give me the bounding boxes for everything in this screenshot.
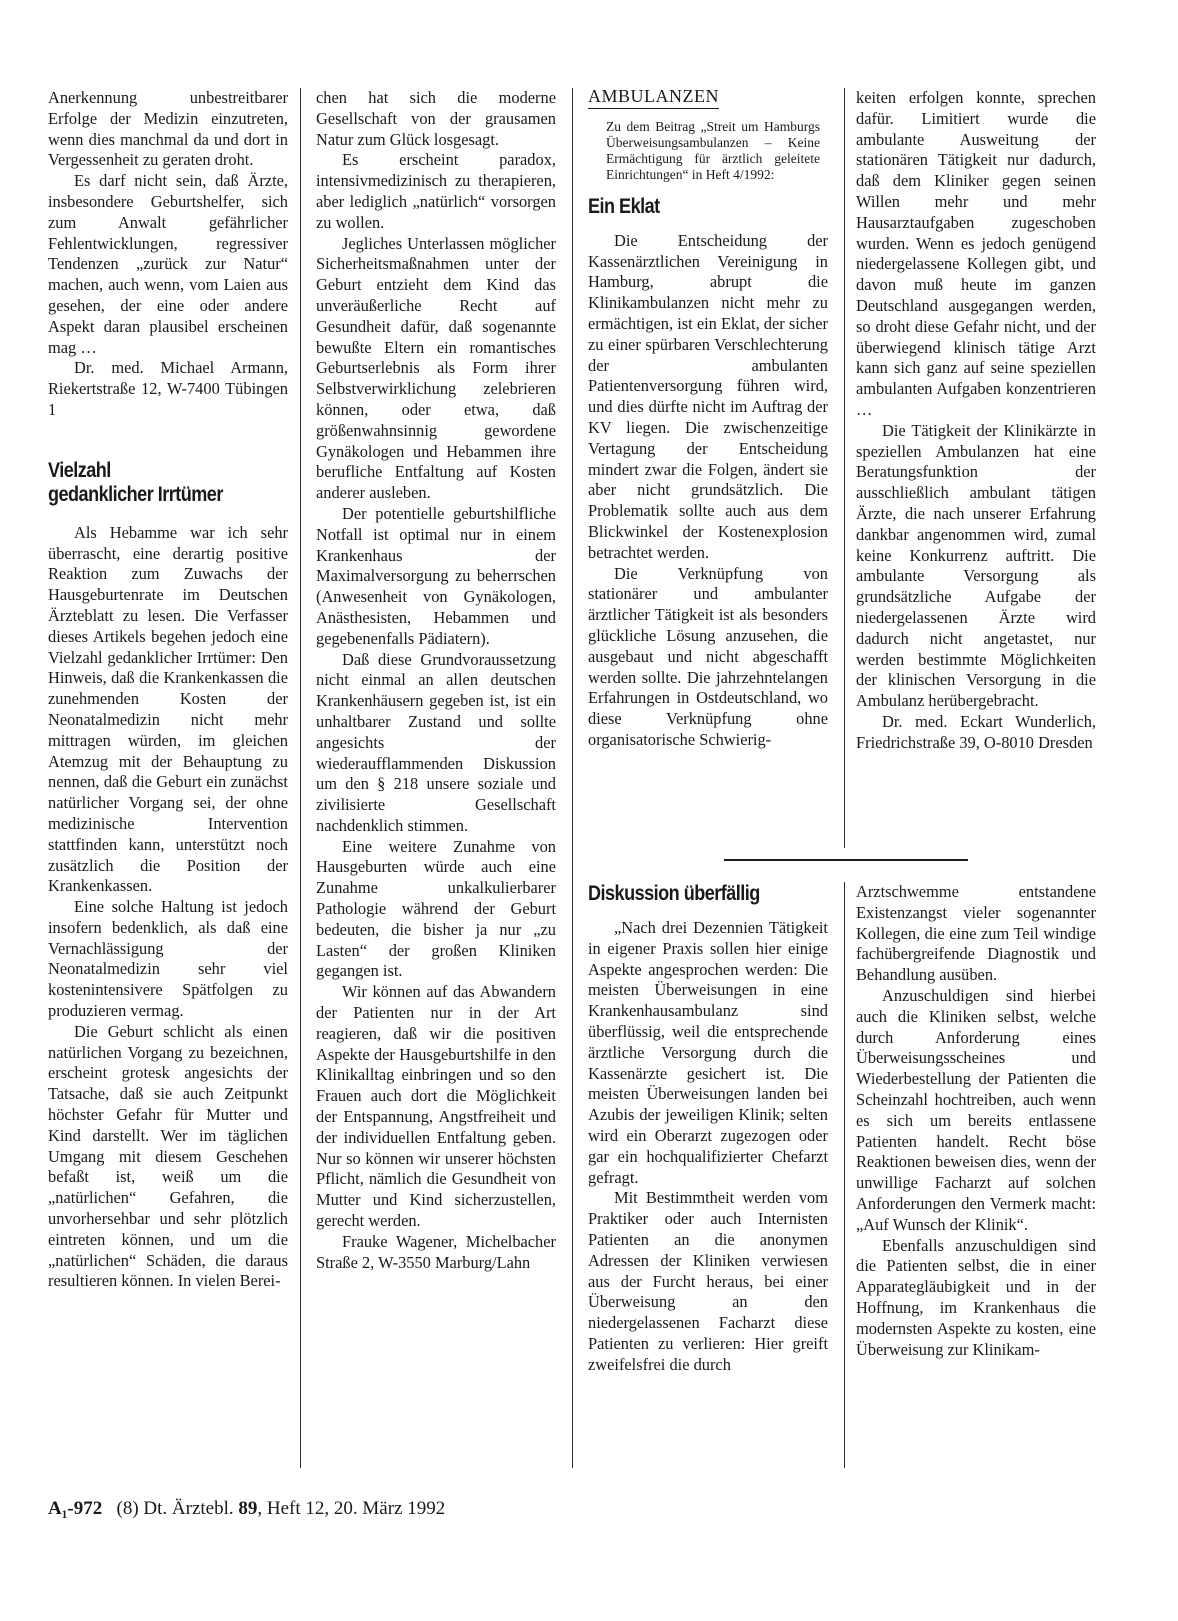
page-footer bbox=[48, 1498, 445, 1520]
paragraph: chen hat sich die moderne Gesellschaft von der grausamen Natur zum Glück losgesagt. bbox=[316, 88, 556, 149]
article-reference: Zu dem Beitrag „Streit um Hamburgs Überweisungsambulanzen – Keine Ermächtigung für ärztlich geleitete Einrichtungen“ in Heft 4/1992: bbox=[606, 118, 820, 182]
paragraph: Mit Bestimmtheit werden vom Praktiker oder auch Internisten Patienten an die anonymen Adressen der Kliniken verwiesen aus der Furcht heraus, bei einer Überweisung an den niedergelassenen Facharzt diese Patienten zu verlieren: Hier greift zweifelsfrei die durch bbox=[588, 1188, 828, 1374]
letter-signature: Dr. med. Michael Armann, Riekertstraße 12, W-7400 Tübingen 1 bbox=[48, 358, 288, 419]
paragraph: Eine weitere Zunahme von Hausgeburten würde auch eine Zunahme unkalkulierbarer Pathologie während der Geburt bedeuten, die bisher ja nur „zu Lasten“ der großen Kliniken gegangen ist. bbox=[316, 836, 556, 981]
letter-signature: Frauke Wagener, Michelbacher Straße 2, W-3550 Marburg/Lahn bbox=[316, 1231, 556, 1272]
paragraph: Ebenfalls anzuschuldigen sind die Patienten selbst, die in einer Apparategläubigkeit und in der Hoffnung, im Krankenhaus die modernsten Aspekte zu kosten, eine Überweisung zur Klinikam- bbox=[856, 1235, 1096, 1359]
column-divider bbox=[300, 88, 301, 1468]
page-number: A₁-972 bbox=[48, 1498, 103, 1519]
journal-volume: 89 bbox=[238, 1498, 258, 1519]
paragraph: Der potentielle geburtshilfliche Notfall ist optimal nur in einem Krankenhaus der Maximalversorgung zu beherrschen (Anwesenheit von Gynäkologen, Anästhesisten, Hebammen und gegebenenfalls Pädiatern). bbox=[316, 503, 556, 648]
article-heading: Diskussion überfällig bbox=[588, 882, 760, 905]
paragraph: Die Entscheidung der Kassenärztlichen Vereinigung in Hamburg, abrupt die Klinikambulanzen nicht mehr zu ermächtigen, ist ein Eklat, der sicher zu einer spürbaren Verschlechterung der ambulanten Patientenversorgung führen wird, und dies dürfte nicht im Auftrag der KV liegen. Die zwischenzeitige Vertagung der Entscheidung mindert zwar die Folgen, ändert sie aber nicht grundsätzlich. Die Problematik sollte auch aus dem Blickwinkel der Kostenexplosion betrachtet werden. bbox=[588, 230, 828, 562]
paragraph: Die Verknüpfung von stationärer und ambulanter ärztlicher Tätigkeit ist als besonders glückliche Lösung anzusehen, die ausgebaut und nicht abgeschafft werden sollte. Die jahrzehntelangen Erfahrungen in Ostdeutschland, wo diese Verknüpfung ohne organisatorische Schwierig- bbox=[588, 563, 828, 749]
section-separator bbox=[724, 859, 968, 861]
heading-line: gedanklicher Irrtümer bbox=[48, 482, 223, 506]
column-divider bbox=[844, 88, 845, 848]
journal-name: (8) Dt. Ärztebl. bbox=[116, 1498, 234, 1519]
paragraph: keiten erfolgen konnte, sprechen dafür. Limitiert wurde die ambulante Ausweitung der stationären Tätigkeit nur dadurch, daß dem Kliniker gegen seinen Willen mehr und mehr Hausarztaufgaben zugeschoben wurden. Wenn es jedoch genügend niedergelassene Kollegen gibt, und davon muß heute im ganzen Deutschland ausgegangen werden, so droht diese Gefahr nicht, und der überwiegend klinisch tätige Arzt kann sich ganz auf seine speziellen ambulanten Aufgaben konzentrieren … bbox=[856, 88, 1096, 419]
paragraph: Daß diese Grundvoraussetzung nicht einmal an allen deutschen Krankenhäusern gegeben ist, ist ein unhaltbarer Zustand und sollte angesichts der wiederaufflammenden Diskussion um den § 218 unsere soziale und zivilisierte Gesellschaft nachdenklich stimmen. bbox=[316, 649, 556, 835]
column-4-lower bbox=[856, 882, 1096, 1360]
column-2 bbox=[316, 88, 556, 1273]
paragraph: Anerkennung unbestreitbarer Erfolge der Medizin einzutreten, wenn dies manchmal da und dort in Vergessenheit zu geraten droht. bbox=[48, 88, 288, 170]
article-heading bbox=[48, 459, 254, 507]
paragraph: Es darf nicht sein, daß Ärzte, insbesondere Geburtshelfer, sich zum Anwalt gefährlicher Fehlentwicklungen, regressiver Tendenzen „zurück zur Natur“ machen, auch wenn, vom Laien aus gesehen, der eine oder andere Aspekt daran plausibel erscheinen mag … bbox=[48, 171, 288, 357]
paragraph: Eine solche Haltung ist jedoch insofern bedenklich, als daß eine Vernachlässigung der Neonatalmedizin sehr viel kostenintensivere Spätfolgen zu produzieren vermag. bbox=[48, 897, 288, 1021]
letter-signature: Dr. med. Eckart Wunderlich, Friedrichstraße 39, O-8010 Dresden bbox=[856, 711, 1096, 752]
column-3 bbox=[588, 86, 828, 751]
paragraph: Es erscheint paradox, intensivmedizinisch zu therapieren, aber lediglich „natürlich“ vorsorgen zu wollen. bbox=[316, 150, 556, 232]
heading-line: Vielzahl bbox=[48, 458, 111, 482]
paragraph: Die Tätigkeit der Klinikärzte in speziellen Ambulanzen hat eine Beratungsfunktion der ausschließlich ambulant tätigen Ärzte, die nach unserer Erfahrung dankbar angenommen wird, zumal keine Konkurrenz auftritt. Die ambulante Versorgung als grundsätzliche Aufgabe der niedergelassenen Ärzte wird dadurch nicht angetastet, nur werden bestimmte Möglichkeiten der klinischen Versorgung in die Ambulanz herübergebracht. bbox=[856, 420, 1096, 711]
paragraph: Jegliches Unterlassen möglicher Sicherheitsmaßnahmen unter der Geburt entzieht dem Kind das unveräußerliche Recht auf Gesundheit dafür, daß sogenannte bewußte Eltern ein romantisches Geburtserlebnis als Form ihrer Selbstverwirklichung zelebrieren können, oder etwa, daß größenwahnsinnig gewordene Gynäkologen und Hebammen ihre berufliche Entfaltung auf Kosten anderer ausleben. bbox=[316, 233, 556, 503]
article-heading: Ein Eklat bbox=[588, 194, 660, 218]
issue-date: , Heft 12, 20. März 1992 bbox=[257, 1498, 446, 1519]
paragraph: Als Hebamme war ich sehr überrascht, eine derartig positive Reaktion zum Zuwachs der Hausgeburtenrate im Deutschen Ärzteblatt zu lesen. Die Verfasser dieses Artikels begehen jedoch eine Vielzahl gedanklicher Irrtümer: Den Hinweis, daß die Krankenkassen die zunehmenden Kosten der Neonatalmedizin nicht mehr mittragen würden, im gleichen Atemzug mit der Behauptung zu nennen, daß die Geburt ein zunächst natürlicher Vorgang sei, der ohne medizinische Intervention stattfinden kann, unterstützt noch zusätzlich die Position der Krankenkassen. bbox=[48, 522, 288, 896]
column-3-lower bbox=[588, 882, 828, 1376]
column-divider bbox=[572, 88, 573, 1468]
column-1 bbox=[48, 88, 288, 1292]
paragraph: Die Geburt schlicht als einen natürlichen Vorgang zu bezeichnen, erscheint grotesk angesichts der Tatsache, daß sie auch Zeitpunkt höchster Gefahr für Mutter und Kind darstellt. Wer im täglichen Umgang mit diesem Geschehen befaßt ist, weiß um die „natürlichen“ Gefahren, die unvorhersehbar und sehr plötzlich eintreten können, und um die „natürlichen“ Schäden, die daraus resultieren können. In vielen Berei- bbox=[48, 1021, 288, 1291]
section-label: AMBULANZEN bbox=[588, 86, 719, 109]
paragraph: Wir können auf das Abwandern der Patienten nur in der Art reagieren, daß wir die positiven Aspekte der Hausgeburtshilfe in den Klinikalltag einbringen und so den Frauen auch dort die Möglichkeit der Entspannung, Angstfreiheit und der individuellen Entfaltung geben. Nur so können wir unserer höchsten Pflicht, nämlich die Gesundheit von Mutter und Kind sicherzustellen, gerecht werden. bbox=[316, 982, 556, 1231]
paragraph: Arztschwemme entstandene Existenzangst vieler sogenannter Kollegen, die eine zum Teil windige fachübergreifende Diagnostik und Behandlung ausüben. bbox=[856, 882, 1096, 985]
column-4 bbox=[856, 88, 1096, 754]
column-divider bbox=[844, 882, 845, 1468]
paragraph: Anzuschuldigen sind hierbei auch die Kliniken selbst, welche durch Anforderung eines Überweisungsscheines und Wiederbestellung der Patienten die Scheinzahl hochtreiben, auch wenn es sich um bereits entlassene Patienten handelt. Recht böse Reaktionen beweisen dies, wenn der unwillige Facharzt auf solchen Anforderungen den Vermerk macht: „Auf Wunsch der Klinik“. bbox=[856, 985, 1096, 1234]
paragraph: „Nach drei Dezennien Tätigkeit in eigener Praxis sollen hier einige Aspekte angesprochen werden: Die meisten Überweisungen in eine Krankenhausambulanz sind überflüssig, weil die entsprechende ärztliche Versorgung durch die Kassenärzte gesichert ist. Die meisten Überweisungen landen bei Azubis der jeweiligen Klinik; selten wird ein Oberarzt zugezogen oder gar ein hochqualifizierter Chefarzt gefragt. bbox=[588, 918, 828, 1187]
